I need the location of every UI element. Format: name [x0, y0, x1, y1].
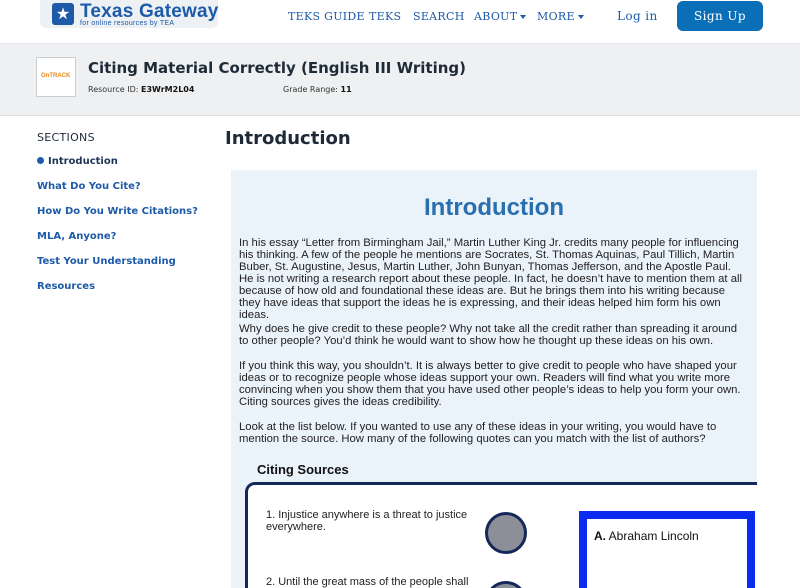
quote-2: 2. Until the great mass of the people shall: [266, 576, 469, 588]
quote-1: 1. Injustice anywhere is a threat to justice everywhere.: [266, 509, 468, 533]
nav-teks-guide[interactable]: TEKS GUIDE: [288, 10, 365, 23]
content-panel: [231, 170, 757, 588]
chevron-down-icon: [578, 15, 584, 19]
drop-target-2[interactable]: [485, 581, 527, 588]
intro-paragraph-3: If you think this way, you shouldn’t. It is always better to give credit to people who have shaped your ideas or to recognize people whose ideas support your own. Readers will find what you write more convincing when you show them that you have used other people’s ideas to help you form your own. Citing sources gives the ideas credibility.: [239, 360, 741, 408]
nav-teks[interactable]: TEKS: [369, 10, 402, 23]
sidebar-item-label: Introduction: [48, 156, 118, 167]
sidebar-item-what-do-you-cite[interactable]: What Do You Cite?: [37, 181, 141, 192]
nav-about-label: ABOUT: [474, 10, 518, 23]
intro-paragraph-4: Look at the list below. If you wanted to use any of these ideas in your writing, you would have to mention the source. How many of the following quotes can you match with the list of authors?: [239, 421, 717, 445]
resource-title: Citing Material Correctly (English III Writing): [88, 59, 467, 77]
sidebar-item-introduction[interactable]: [37, 156, 118, 167]
ontrack-logo-track: TRACK: [49, 73, 71, 79]
sections-heading: SECTIONS: [37, 131, 95, 144]
page-title: Introduction: [225, 128, 351, 149]
matching-activity: [245, 482, 757, 588]
activity-title: Citing Sources: [257, 462, 349, 477]
content-heading: Introduction: [424, 194, 564, 221]
ontrack-logo: [41, 73, 70, 79]
resource-thumbnail: [36, 57, 76, 97]
sidebar-item-how-do-you-write-citations[interactable]: How Do You Write Citations?: [37, 206, 198, 217]
resource-id-value: E3WrM2L04: [141, 85, 195, 94]
intro-paragraph-1: In his essay “Letter from Birmingham Jail,” Martin Luther King Jr. credits many people for influencing his thinking. A few of the people he mentions are Socrates, St. Thomas Aquinas, Paul Tillich, Martin Buber, St. Augustine, Jesus, Martin Luther, John Bunyan, Thomas Jefferson, and the Apostle Paul. He is not writing a research report about these people. In fact, he doesn’t have to mention them at all because of how old and foundational these ideas are. But he brings them into his writing because they have ideas that support the ideas he is expressing, and their ideas helped him form his own ideas.: [239, 237, 743, 321]
sidebar-item-resources[interactable]: Resources: [37, 281, 96, 292]
grade-range: [283, 85, 352, 94]
nav-more-label: MORE: [537, 10, 575, 23]
nav-search[interactable]: SEARCH: [413, 10, 465, 23]
nav-about[interactable]: [474, 10, 526, 23]
nav-more[interactable]: [537, 10, 584, 23]
answer-letter: A.: [594, 529, 606, 543]
brand-title[interactable]: Texas Gateway: [80, 1, 219, 22]
sidebar-item-mla-anyone[interactable]: MLA, Anyone?: [37, 231, 117, 242]
chevron-down-icon: [520, 15, 526, 19]
top-navigation: [0, 0, 800, 44]
answer-card[interactable]: [579, 511, 755, 588]
grade-range-value: 11: [340, 85, 352, 94]
drop-target-1[interactable]: [485, 512, 527, 554]
grade-range-label: Grade Range:: [283, 85, 338, 94]
sidebar-item-test-your-understanding[interactable]: Test Your Understanding: [37, 256, 176, 267]
answer-name: Abraham Lincoln: [608, 529, 699, 543]
intro-paragraph-2: Why does he give credit to these people? Why not take all the credit rather than spreading it around to other people? You’d think he would want to show how he thought up these ideas on his own.: [239, 323, 737, 347]
login-link[interactable]: Log in: [617, 9, 658, 23]
answer-option: [594, 529, 699, 543]
resource-header: [0, 44, 800, 116]
resource-id: [88, 85, 194, 94]
resource-id-label: Resource ID:: [88, 85, 139, 94]
signup-button[interactable]: Sign Up: [677, 1, 763, 31]
active-dot-icon: [37, 157, 44, 164]
star-icon[interactable]: ★: [52, 3, 74, 25]
ontrack-logo-on: On: [41, 73, 50, 79]
brand-tagline: for online resources by TEA: [80, 20, 175, 27]
